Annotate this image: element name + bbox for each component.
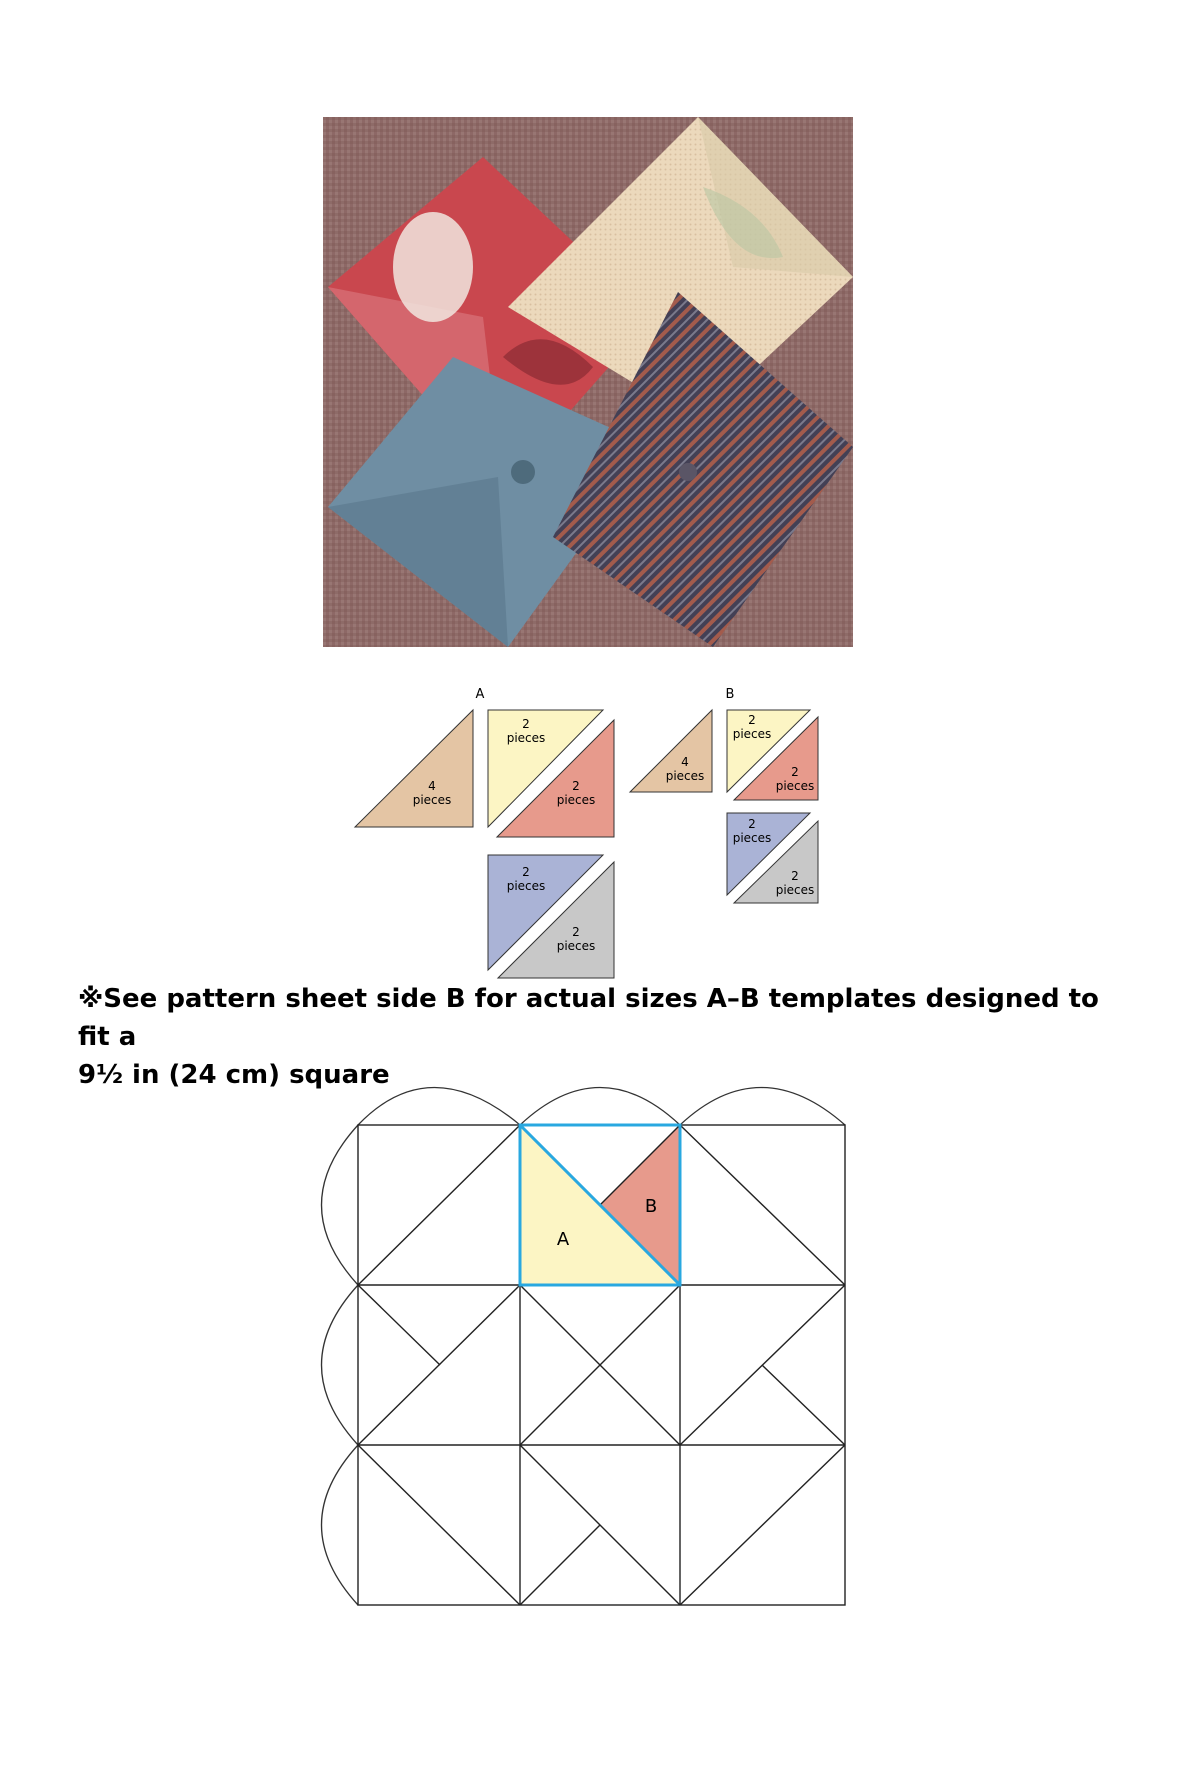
template-a-label: A [475, 687, 485, 702]
pattern-note [78, 980, 1138, 1094]
template-b-label: B [725, 687, 735, 702]
template-a-red-count: 2 [572, 779, 580, 793]
template-a-tan-count: 4 [428, 779, 436, 793]
diagram-outline [358, 1125, 845, 1605]
pattern-note-line-2: 9½ in (24 cm) square [78, 1060, 390, 1090]
template-pieces [340, 680, 860, 980]
pattern-note-line-1: ※See pattern sheet side B for actual sizes A–B templates designed to fit a [78, 984, 1099, 1052]
diagram-arc [322, 1125, 359, 1285]
template-b-tan-count: 4 [681, 755, 689, 769]
template-a-red-unit: pieces [556, 793, 596, 807]
template-a-blue-unit: pieces [506, 879, 546, 893]
diagram-arc [680, 1088, 845, 1126]
template-a-gray-count: 2 [572, 925, 580, 939]
knot [679, 463, 697, 481]
template-a-blue-count: 2 [522, 865, 530, 879]
diagram-arc [358, 1088, 520, 1126]
block-layout-diagram [320, 1085, 850, 1615]
template-b-yellow-unit: pieces [732, 727, 772, 741]
red-patch-pattern [393, 212, 473, 322]
diagram-diagonal [358, 1125, 520, 1285]
diagram-diagonal [762, 1365, 845, 1445]
diagram-diagonal [680, 1125, 845, 1285]
diagram-arc [322, 1445, 359, 1605]
diagram-diagonal [520, 1525, 600, 1605]
template-b-blue-count: 2 [748, 817, 756, 831]
template-a-yellow-unit: pieces [506, 731, 546, 745]
quilt-block-photo [323, 117, 853, 647]
template-a-gray-unit: pieces [556, 939, 596, 953]
diagram-arc [520, 1088, 680, 1126]
diagram-arc [322, 1285, 359, 1445]
diagram-label-a: A [556, 1229, 570, 1250]
diagram-diagonal [358, 1445, 520, 1605]
template-b-tan-unit: pieces [665, 769, 705, 783]
template-b-red-count: 2 [791, 765, 799, 779]
template-b-red-unit: pieces [775, 779, 815, 793]
diagram-diagonal [680, 1445, 845, 1605]
diagram-label-b: B [644, 1196, 658, 1217]
template-a-yellow-count: 2 [522, 717, 530, 731]
diagram-diagonal [358, 1285, 440, 1365]
template-b-gray-unit: pieces [775, 883, 815, 897]
template-b-gray-count: 2 [791, 869, 799, 883]
knot [511, 460, 535, 484]
template-b-yellow-count: 2 [748, 713, 756, 727]
template-b-blue-unit: pieces [732, 831, 772, 845]
template-a-tan-unit: pieces [412, 793, 452, 807]
template-a-tan-triangle [355, 710, 473, 827]
